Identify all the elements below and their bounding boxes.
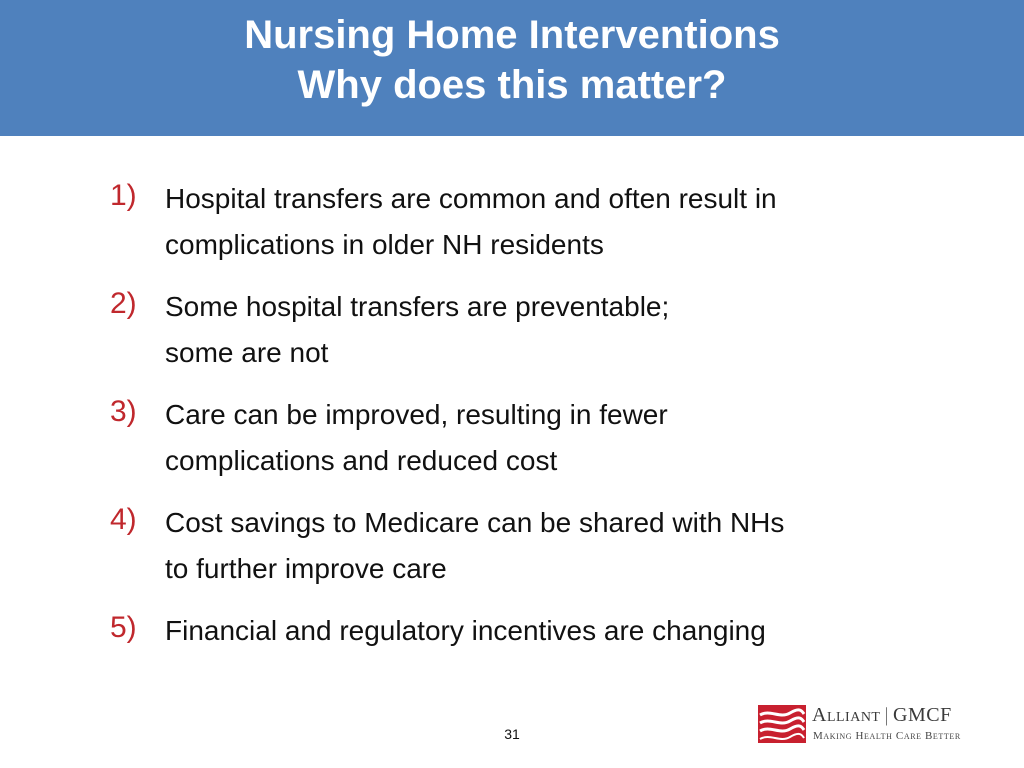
list-item-text bbox=[165, 176, 960, 268]
list-item bbox=[110, 500, 960, 592]
list-item-number: 1) bbox=[110, 179, 137, 212]
list-item-line: Financial and regulatory incentives are changing bbox=[165, 615, 766, 646]
slide-title-line-2: Why does this matter? bbox=[297, 63, 727, 107]
list-item-number: 4) bbox=[110, 503, 137, 536]
list-item-text bbox=[165, 500, 960, 592]
list-item-number: 5) bbox=[110, 611, 137, 644]
list-item-text bbox=[165, 284, 960, 376]
list-item-line: some are not bbox=[165, 337, 329, 368]
logo-tagline: Making Health Care Better bbox=[813, 730, 961, 742]
logo-name-right: GMCF bbox=[893, 704, 952, 726]
list-item bbox=[110, 608, 960, 654]
list-item bbox=[110, 176, 960, 268]
list-item-line: complications and reduced cost bbox=[165, 445, 558, 476]
list-item-text bbox=[165, 392, 960, 484]
logo-name-left: Alliant bbox=[812, 704, 881, 726]
page-number: 31 bbox=[504, 726, 520, 742]
list-item-line: Cost savings to Medicare can be shared with NHs bbox=[165, 507, 785, 538]
numbered-list bbox=[110, 176, 960, 670]
list-item bbox=[110, 284, 960, 376]
list-item-line: Some hospital transfers are preventable; bbox=[165, 291, 670, 322]
list-item-line: to further improve care bbox=[165, 553, 447, 584]
list-item bbox=[110, 392, 960, 484]
list-item-line: complications in older NH residents bbox=[165, 229, 604, 260]
list-item-number: 2) bbox=[110, 287, 137, 320]
list-item-text bbox=[165, 608, 960, 654]
list-item-line: Care can be improved, resulting in fewer bbox=[165, 399, 668, 430]
logo-name bbox=[812, 704, 952, 727]
slide-title bbox=[0, 10, 1024, 110]
slide-title-line-1: Nursing Home Interventions bbox=[244, 13, 780, 57]
list-item-number: 3) bbox=[110, 395, 137, 428]
title-banner bbox=[0, 0, 1024, 136]
list-item-line: Hospital transfers are common and often result in bbox=[165, 183, 777, 214]
alliant-gmcf-logo bbox=[758, 703, 978, 747]
red-wave-flag-icon bbox=[758, 705, 806, 743]
logo-separator: | bbox=[884, 704, 889, 726]
